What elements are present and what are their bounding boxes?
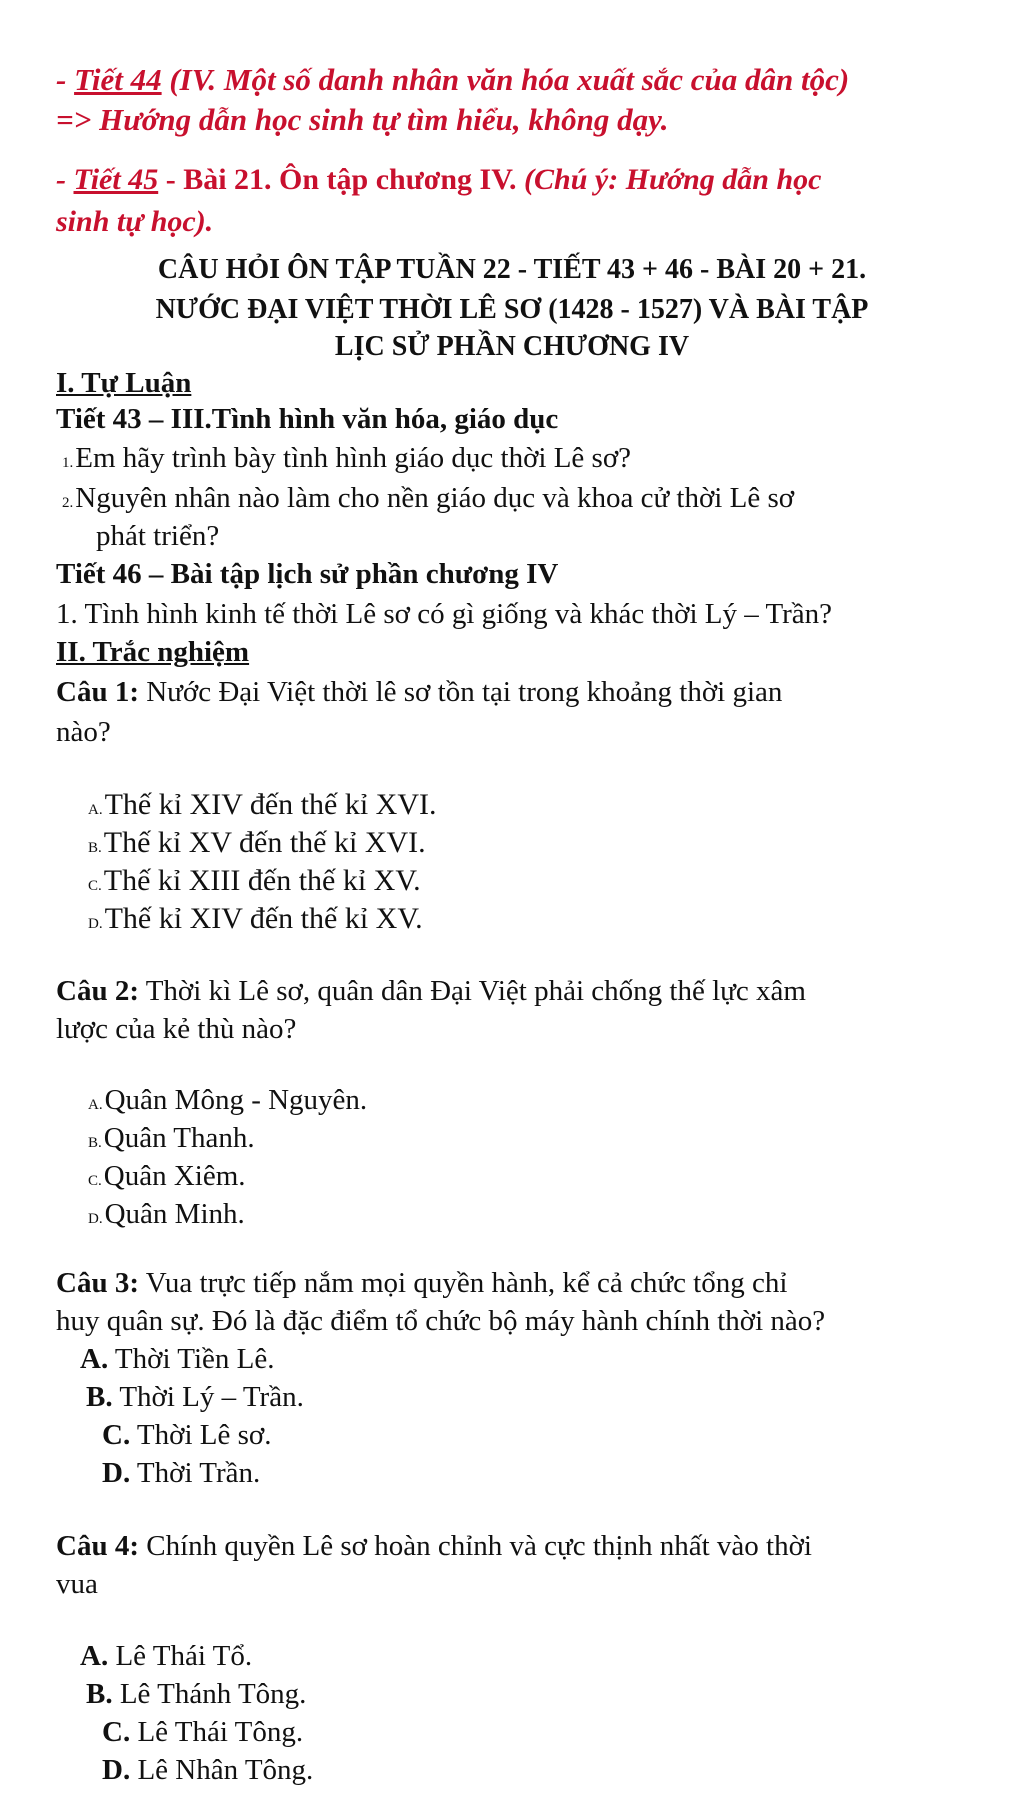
option-text: Quân Xiêm. [103,1160,246,1192]
mc-q2-option-b [88,1122,255,1155]
mc-q3-option-c [102,1419,272,1452]
option-text: Quân Thanh. [103,1122,255,1154]
mc-question-3 [56,1267,787,1300]
option-marker: C. [88,878,102,894]
q1-text: Em hãy trình bày tình hình giáo dục thời Lê sơ? [75,442,632,474]
mc-q3-option-d [102,1457,260,1490]
essay-question-2 [62,482,794,515]
mc-q3-option-b [86,1381,304,1414]
mc-q4-option-d [102,1754,313,1787]
intro-line-2: => Hướng dẫn học sinh tự tìm hiểu, không dạy. [56,102,669,137]
lesson-44-desc: (IV. Một số danh nhân văn hóa xuất sắc của dân tộc) [161,62,850,97]
option-text: Thế kỉ XV đến thế kỉ XVI. [103,826,426,859]
essay-question-3: 1. Tình hình kinh tế thời Lê sơ có gì giống và khác thời Lý – Trần? [56,598,833,630]
mc-q4-option-c [102,1716,303,1749]
intro-line-4: sinh tự học). [56,205,214,238]
mc-q4-label: Câu 4: [56,1530,139,1562]
mc-question-4-cont: vua [56,1568,98,1600]
mc-question-2-cont: lược của kẻ thù nào? [56,1013,297,1045]
mc-question-2 [56,975,806,1008]
option-marker: C. [102,1419,131,1451]
mc-q3-option-a [80,1343,274,1376]
mc-q3-text: Vua trực tiếp nắm mọi quyền hành, kể cả chức tổng chỉ [138,1267,788,1299]
mc-q1-option-c [88,864,421,899]
mc-question-4 [56,1530,812,1563]
option-marker: B. [86,1678,113,1710]
mc-question-1 [56,676,782,709]
intro-line-3 [56,163,821,198]
option-marker: A. [80,1343,109,1375]
mc-question-3-cont: huy quân sự. Đó là đặc điểm tổ chức bộ máy hành chính thời nào? [56,1305,826,1337]
mc-q1-option-d [88,902,423,937]
option-text: Quân Mông - Nguyên. [104,1084,368,1116]
intro-line-1 [56,62,849,98]
option-marker: D. [88,916,103,932]
q1-marker: 1. [62,455,74,471]
lesson-43-heading: Tiết 43 – III.Tình hình văn hóa, giáo dục [56,403,559,435]
mc-q1-label: Câu 1: [56,676,139,708]
intro-dash: - [56,62,75,97]
mc-q2-option-a [88,1084,367,1117]
mc-q4-option-b [86,1678,306,1711]
option-text: Thời Lê sơ. [130,1419,272,1451]
option-text: Thế kỉ XIV đến thế kỉ XV. [104,902,423,935]
option-marker: D. [102,1457,131,1489]
lesson-45-note: (Chú ý: Hướng dẫn học [524,163,822,196]
page-title-line-2: NƯỚC ĐẠI VIỆT THỜI LÊ SƠ (1428 - 1527) VÀ BÀI TẬP [155,294,869,325]
essay-question-2-cont: phát triển? [96,520,220,552]
mc-q2-option-d [88,1198,245,1231]
page-title-line-3: LỊC SỬ PHẦN CHƯƠNG IV [334,331,690,362]
option-marker: C. [88,1173,102,1189]
mc-heading: II. Trắc nghiệm [56,636,250,668]
mc-q4-text: Chính quyền Lê sơ hoàn chỉnh và cực thịnh nhất vào thời [138,1530,812,1562]
essay-question-1 [62,442,631,475]
mc-q4-option-a [80,1640,252,1673]
q2-marker: 2. [62,495,74,511]
mc-q1-option-b [88,826,426,861]
option-text: Lê Thánh Tông. [112,1678,307,1710]
option-marker: A. [80,1640,109,1672]
lesson-44-link: Tiết 44 [74,62,162,97]
q2-text-line-1: Nguyên nhân nào làm cho nền giáo dục và khoa cử thời Lê sơ [75,482,795,514]
option-marker: A. [88,1097,103,1113]
mc-q2-text: Thời kì Lê sơ, quân dân Đại Việt phải chống thế lực xâm [138,975,806,1007]
option-text: Thời Tiền Lê. [108,1343,275,1375]
lesson-46-heading: Tiết 46 – Bài tập lịch sử phần chương IV [56,558,559,590]
option-text: Lê Thái Tông. [130,1716,304,1748]
option-marker: B. [88,1135,102,1151]
option-marker: D. [102,1754,131,1786]
mc-question-1-cont: nào? [56,716,111,748]
option-marker: C. [102,1716,131,1748]
option-text: Quân Minh. [104,1198,245,1230]
mc-q1-text: Nước Đại Việt thời lê sơ tồn tại trong khoảng thời gian [138,676,783,708]
option-marker: D. [88,1211,103,1227]
option-marker: B. [88,840,102,856]
option-text: Thời Lý – Trần. [112,1381,304,1413]
option-marker: A. [88,802,103,818]
page-title-line-1: CÂU HỎI ÔN TẬP TUẦN 22 - TIẾT 43 + 46 - BÀI 20 + 21. [157,254,867,285]
mc-q1-option-a [88,788,436,823]
option-text: Lê Thái Tổ. [108,1640,253,1672]
option-text: Thời Trần. [130,1457,261,1489]
essay-heading: I. Tự Luận [56,367,192,399]
intro-dash-2: - [56,163,74,196]
option-marker: B. [86,1381,113,1413]
option-text: Thế kỉ XIII đến thế kỉ XV. [103,864,421,897]
lesson-45-link: Tiết 45 [73,163,159,196]
mc-q3-label: Câu 3: [56,1267,139,1299]
mc-q2-label: Câu 2: [56,975,139,1007]
option-text: Thế kỉ XIV đến thế kỉ XVI. [104,788,437,821]
lesson-45-title: - Bài 21. Ôn tập chương IV. [158,163,525,196]
option-text: Lê Nhân Tông. [130,1754,314,1786]
mc-q2-option-c [88,1160,246,1193]
